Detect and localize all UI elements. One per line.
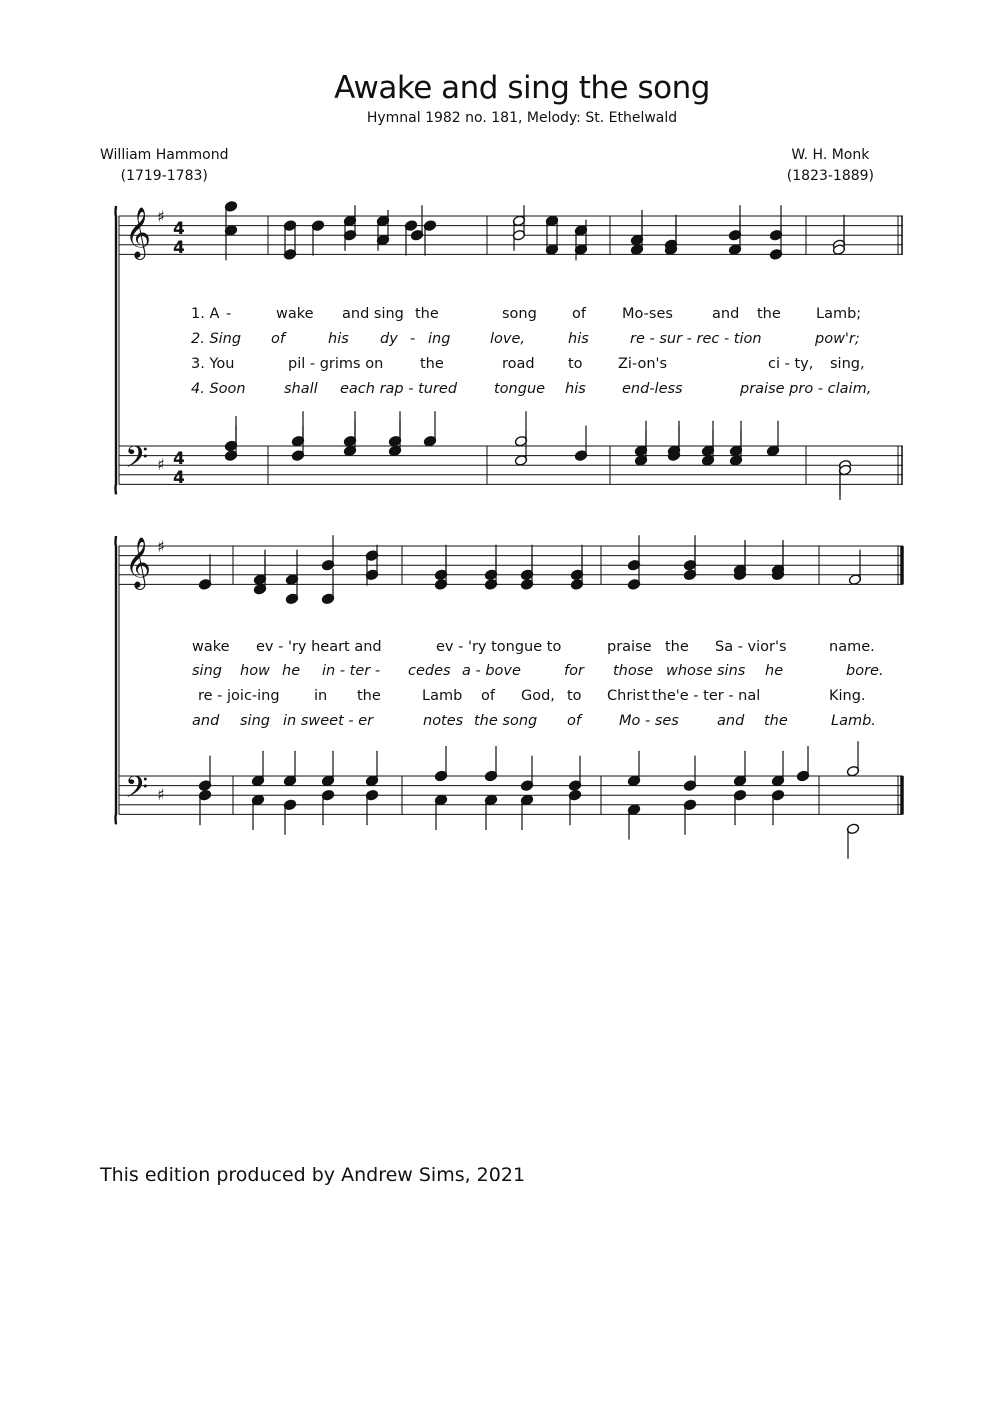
lyric-syllable: ev - 'ry heart and <box>256 639 382 655</box>
treble-clef-icon: 𝄞 <box>125 207 152 258</box>
lyric-syllable: love, <box>490 331 526 347</box>
lyric-syllable: 1. A <box>191 306 220 322</box>
lyric-syllable: notes <box>423 713 464 729</box>
lyric-syllable: of <box>567 713 581 729</box>
hymn-subtitle: Hymnal 1982 no. 181, Melody: St. Ethelwald <box>366 110 678 126</box>
lyric-syllable: the song <box>474 713 538 729</box>
lyric-syllable: end-less <box>622 381 683 397</box>
time-signature-top: 4 <box>173 219 185 239</box>
lyric-syllable: in sweet - er <box>283 713 374 729</box>
lyric-syllable: Lamb <box>422 688 463 704</box>
lyric-syllable: Mo - ses <box>619 713 679 729</box>
lyric-syllable: and <box>717 713 745 729</box>
lyric-syllable: ev - 'ry tongue to <box>436 639 562 655</box>
lyric-syllable: the <box>665 639 689 655</box>
composer-name: W. H. Monk <box>791 147 870 163</box>
lyric-syllable: those <box>613 663 654 679</box>
lyric-syllable: the <box>757 306 781 322</box>
key-signature-sharp-icon: ♯ <box>157 207 165 226</box>
lyric-syllable: he <box>765 663 784 679</box>
lyric-syllable: shall <box>284 381 318 397</box>
lyric-syllable: the <box>415 306 439 322</box>
lyric-syllable: name. <box>829 639 875 655</box>
lyric-syllable: sing, <box>830 356 865 372</box>
lyric-syllable: Mo-ses <box>622 306 673 322</box>
lyric-syllable: Zi-on's <box>618 356 668 372</box>
lyric-syllable: each rap - tured <box>340 381 458 397</box>
composer-dates: (1823-1889) <box>786 168 874 184</box>
key-signature-sharp-icon: ♯ <box>157 537 165 556</box>
lyric-syllable: the <box>357 688 381 704</box>
lyric-syllable: in <box>314 688 328 704</box>
lyric-syllable: cedes <box>408 663 451 679</box>
lyric-syllable: bore. <box>846 663 884 679</box>
lyric-syllable: tongue <box>494 381 546 397</box>
lyric-syllable: how <box>240 663 270 679</box>
lyric-syllable: Sa - vior's <box>715 639 787 655</box>
lyric-syllable: re - sur - rec - tion <box>630 331 762 347</box>
lyric-syllable: of <box>271 331 285 347</box>
lyric-syllable: wake <box>192 639 230 655</box>
lyric-syllable: - <box>226 306 232 322</box>
lyric-syllable: and <box>192 713 220 729</box>
lyric-syllable: a - bove <box>462 663 521 679</box>
lyric-syllable: and sing <box>342 306 404 322</box>
lyric-syllable: 2. Sing <box>191 331 242 347</box>
lyric-syllable: whose sins <box>666 663 746 679</box>
lyric-syllable: for <box>564 663 584 679</box>
time-signature-top: 4 <box>173 449 185 469</box>
lyric-syllable: the <box>764 713 788 729</box>
lyric-syllable: of <box>481 688 495 704</box>
lyric-syllable: God, <box>521 688 555 704</box>
author-dates: (1719-1783) <box>120 168 208 184</box>
lyric-syllable: his <box>568 331 589 347</box>
time-signature-bottom: 4 <box>173 468 185 488</box>
lyric-syllable: song <box>502 306 537 322</box>
bass-clef-icon: 𝄢 <box>125 771 149 812</box>
lyric-syllable: praise <box>607 639 652 655</box>
lyric-syllable: wake <box>276 306 314 322</box>
lyric-syllable: Lamb. <box>831 713 876 729</box>
lyric-syllable: pow'r; <box>815 331 860 347</box>
system-bracket <box>116 536 117 824</box>
lyric-syllable: 3. You <box>191 356 235 372</box>
author-name: William Hammond <box>100 147 229 163</box>
bass-clef-icon: 𝄢 <box>125 441 149 482</box>
treble-clef-icon: 𝄞 <box>125 537 152 588</box>
lyric-syllable: his <box>328 331 349 347</box>
lyric-syllable: of <box>572 306 586 322</box>
lyric-syllable: in - ter - <box>322 663 381 679</box>
lyric-syllable: the'e - ter - nal <box>652 688 761 704</box>
lyric-syllable: ci - ty, <box>768 356 814 372</box>
key-signature-sharp-icon: ♯ <box>157 455 165 474</box>
lyric-syllable: - <box>410 331 416 347</box>
lyric-syllable: praise pro - claim, <box>740 381 872 397</box>
lyric-syllable: 4. Soon <box>191 381 246 397</box>
lyric-syllable: Christ <box>607 688 650 704</box>
lyric-syllable: road <box>502 356 535 372</box>
lyric-syllable: Lamb; <box>816 306 862 322</box>
lyric-syllable: King. <box>829 688 866 704</box>
hymn-title: Awake and sing the song <box>334 70 710 106</box>
lyric-syllable: sing <box>240 713 270 729</box>
lyric-syllable: sing <box>192 663 222 679</box>
time-signature-bottom: 4 <box>173 238 185 258</box>
lyric-syllable: to <box>567 688 582 704</box>
lyric-syllable: to <box>568 356 583 372</box>
lyric-syllable: he <box>282 663 301 679</box>
lyric-syllable: the <box>420 356 444 372</box>
lyric-syllable: re - joic-ing <box>198 688 280 704</box>
lyric-syllable: dy <box>380 331 398 347</box>
lyric-syllable: his <box>565 381 586 397</box>
system-bracket <box>116 206 117 494</box>
lyric-syllable: and <box>712 306 740 322</box>
key-signature-sharp-icon: ♯ <box>157 785 165 804</box>
lyric-syllable: ing <box>428 331 451 347</box>
lyric-syllable: pil - grims on <box>288 356 384 372</box>
edition-footer: This edition produced by Andrew Sims, 2021 <box>100 1164 526 1186</box>
